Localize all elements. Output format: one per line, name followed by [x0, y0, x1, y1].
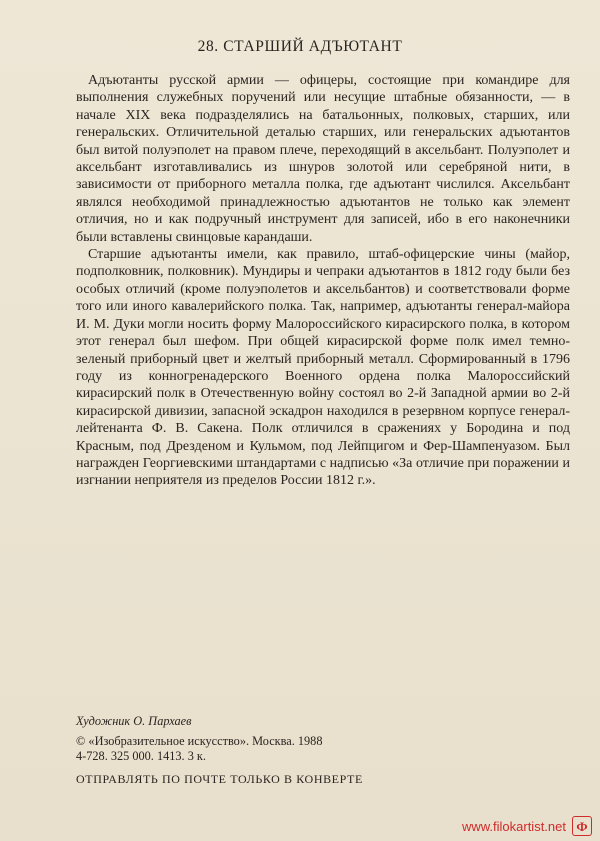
paragraph: Адъютанты русской армии — офицеры, состоящие при командире для выполнения служебных поручений или несущие штабные обязанности, — в начале XIX века подразделялись на батальонных, полковых, старших, или генеральских. Отличительной деталью старших, или генеральских адъютантов был витой полуэполет на правом плече, переходящий в аксельбант. Полуэполет и аксельбант изготавливались из шнуров золотой или серебряной нити, в зависимости от приборного металла полка, где адъютант числился. Аксельбант являлся необходимой принадлежностью адъютантов не только как элемент отличия, но и как подручный инструмент для записей, ибо в его наконечники были вставлены свинцовые карандаши. — [76, 73, 570, 245]
artist-label: Художник — [76, 714, 131, 728]
copyright-line: © «Изобразительное искусство». Москва. 1988 — [76, 734, 323, 748]
paragraph: Старшие адъютанты имели, как правило, штаб-офицерские чины (майор, подполковник, полковник). Мундиры и чепраки адъютантов в 1812 году были без особых отличий (кроме полуэполетов и аксельбантов) и соответствовали форме того или иного кавалерийского полка. Так, например, адъютанты генерал-майора И. М. Дуки могли носить форму Малороссийского кирасирского полка, в котором этот генерал был шефом. При общей кирасирской форме полк имел темно-зеленый приборный цвет и желтый приборный металл. Сформированный в 1796 году из конногренадерского Военного ордена полка Малороссийский кирасирский полк в Отечественную войну состоял во 2-й Западной армии во 2-й кирасирской дивизии, запасной эскадрон находился в резервном корпусе генерал-лейтенанта Ф. В. Сакена. Полк отличился в сражениях у Бородина и под Красным, под Дрезденом и Кульмом, под Лейпцигом и Фер-Шампенуазом. Был награжден Георгиевскими штандартами с надписью «За отличие при поражении и изгнании неприятеля из пределов России 1812 г.». — [76, 247, 570, 489]
mailing-note: ОТПРАВЛЯТЬ ПО ПОЧТЕ ТОЛЬКО В КОНВЕРТЕ — [76, 772, 363, 786]
watermark — [462, 816, 592, 836]
watermark-url: www.filokartist.net — [461, 818, 566, 834]
print-info: 4-728. 325 000. 1413. 3 к. — [76, 749, 206, 763]
article-body — [76, 72, 570, 490]
publisher-info — [76, 734, 536, 764]
filokartist-logo-icon: Ф — [572, 816, 592, 836]
artist-credit — [76, 714, 536, 729]
page-title: 28. СТАРШИЙ АДЪЮТАНТ — [197, 38, 403, 55]
artist-name: О. Пархаев — [133, 714, 192, 728]
